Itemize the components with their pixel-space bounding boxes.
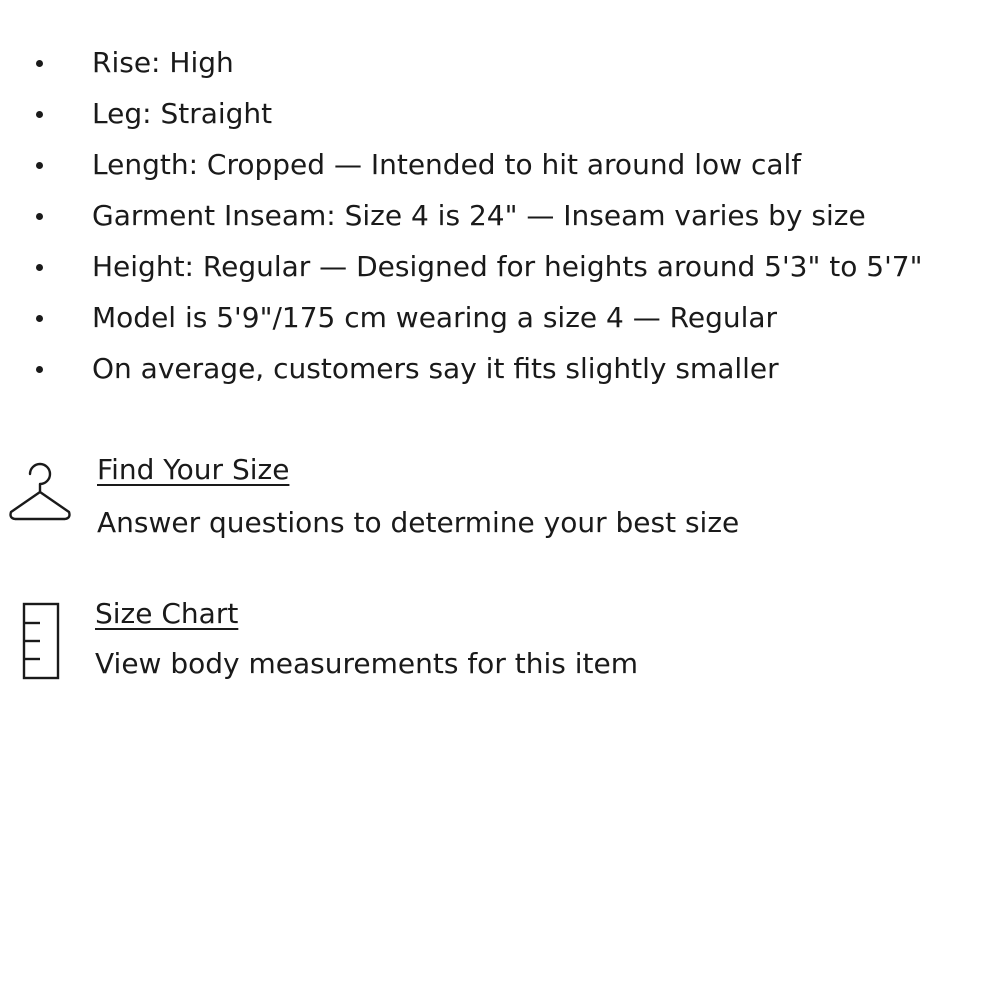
size-chart-description: View body measurements for this item xyxy=(95,647,638,680)
fit-details-list xyxy=(0,37,1000,394)
fit-detail-leg xyxy=(0,88,1000,139)
fit-detail-text: Leg: Straight xyxy=(92,97,273,130)
bullet-dot xyxy=(36,162,43,169)
fit-detail-rise xyxy=(0,37,1000,88)
fit-detail-text: Rise: High xyxy=(92,46,234,79)
find-your-size-link[interactable]: Find Your Size xyxy=(97,453,290,486)
bullet-dot xyxy=(36,213,43,220)
bullet-dot xyxy=(36,264,43,271)
fit-detail-text: On average, customers say it fits slightly smaller xyxy=(92,352,779,385)
hanger-icon xyxy=(8,462,72,522)
fit-detail-length xyxy=(0,139,1000,190)
fit-detail-text: Length: Cropped — Intended to hit around low calf xyxy=(92,148,802,181)
bullet-dot xyxy=(36,60,43,67)
find-your-size-description: Answer questions to determine your best size xyxy=(97,506,740,539)
fit-detail-text: Garment Inseam: Size 4 is 24" — Inseam varies by size xyxy=(92,199,866,232)
bullet-dot xyxy=(36,111,43,118)
fit-detail-model xyxy=(0,292,1000,343)
ruler-icon xyxy=(22,602,62,682)
size-chart-link[interactable]: Size Chart xyxy=(95,597,239,630)
fit-detail-customer-feedback xyxy=(0,343,1000,394)
bullet-dot xyxy=(36,366,43,373)
bullet-dot xyxy=(36,315,43,322)
fit-detail-height xyxy=(0,241,1000,292)
fit-detail-text: Model is 5'9"/175 cm wearing a size 4 — Regular xyxy=(92,301,778,334)
fit-detail-text: Height: Regular — Designed for heights around 5'3" to 5'7" xyxy=(92,250,923,283)
fit-detail-inseam xyxy=(0,190,1000,241)
